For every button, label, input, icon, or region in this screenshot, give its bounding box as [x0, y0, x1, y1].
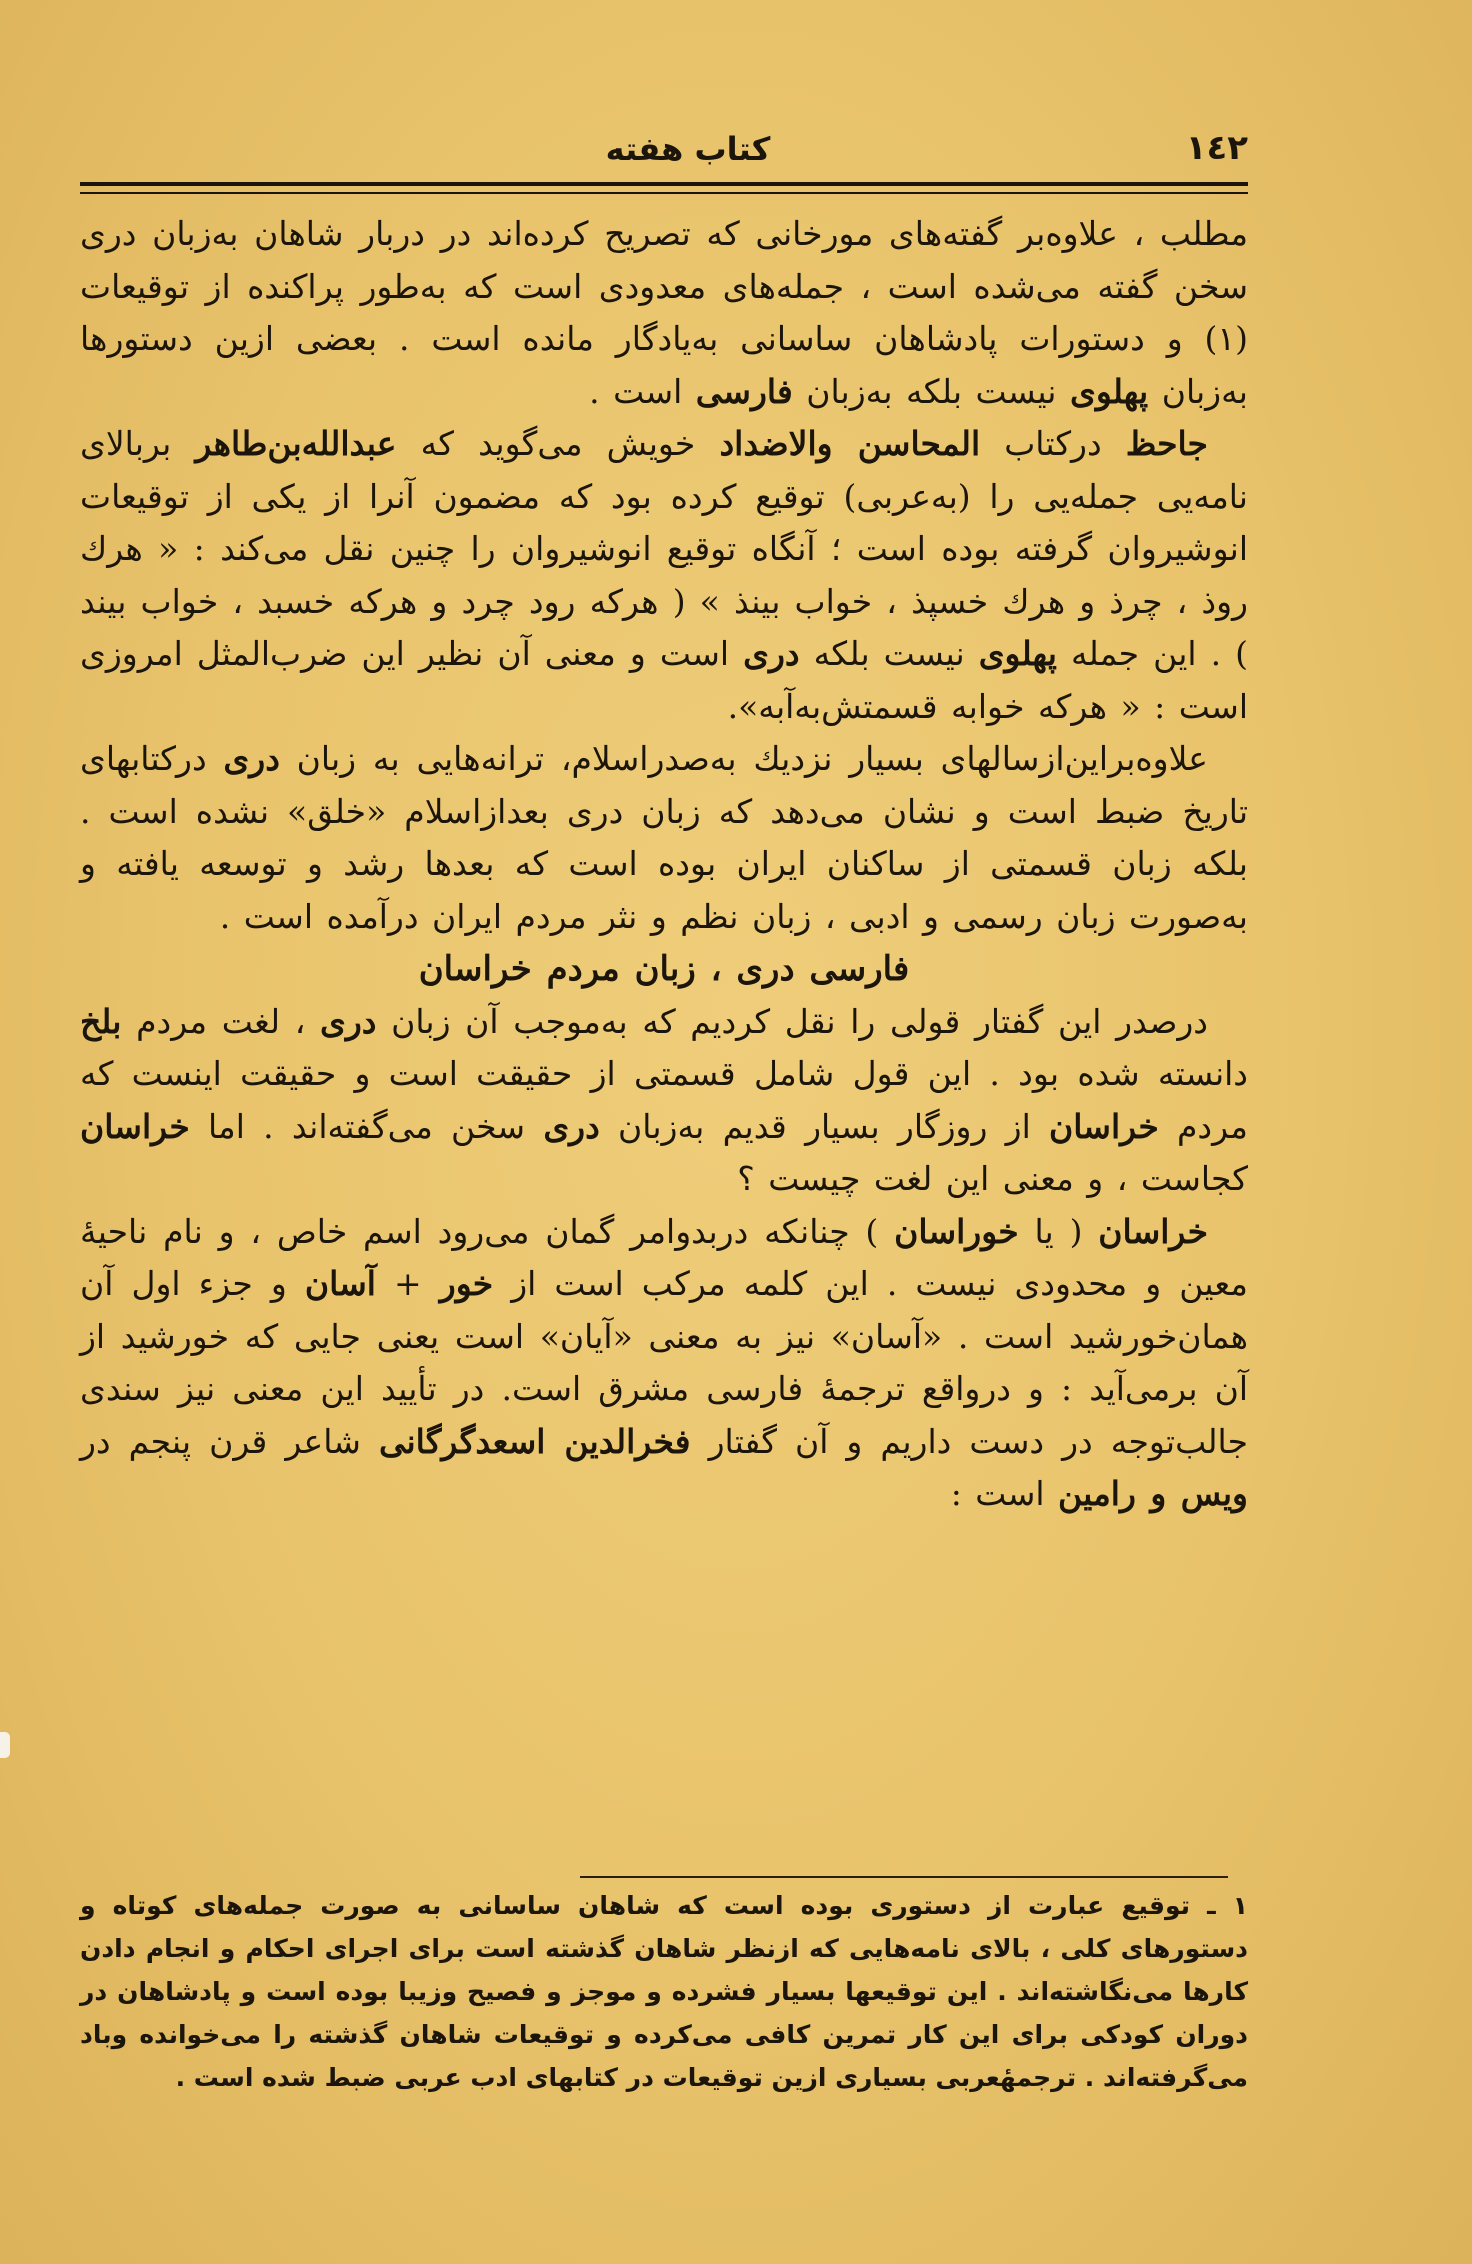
bold-term: خراسان — [1098, 1211, 1209, 1251]
paper-hole — [0, 1732, 10, 1758]
bold-term: آسان — [304, 1264, 376, 1303]
footnote — [80, 1884, 1248, 2099]
text-span: سخن می‌گفته‌اند . اما — [207, 1106, 526, 1146]
bold-term: خراسان — [80, 1106, 190, 1146]
text-span: نیست بلکه — [813, 634, 965, 673]
bold-term: عبدالله‌بن‌طاهر — [195, 424, 397, 463]
text-span: خویش می‌گوید که — [420, 424, 696, 463]
bold-term: فارسی — [695, 371, 793, 411]
text-span: از روزگار بسیار قدیم به‌زبان — [618, 1106, 1031, 1146]
bold-term: ویس و رامین — [1058, 1474, 1248, 1513]
running-title: کتاب هفته — [605, 130, 771, 168]
paragraph-5 — [80, 1206, 1248, 1521]
bold-term: بلخ — [80, 1001, 122, 1041]
bold-term: خوراسان — [894, 1211, 1019, 1251]
section-heading: فارسی دری ، زبان مردم خراسان — [418, 949, 910, 989]
bold-term: دری — [320, 1001, 377, 1041]
text-span: است : — [950, 1474, 1045, 1513]
bold-term: جاحظ — [1125, 424, 1208, 463]
header-rule-thick — [80, 182, 1248, 186]
paragraph-1 — [80, 208, 1248, 418]
bold-term: خور — [439, 1264, 494, 1303]
bold-term: المحاسن والاضداد — [719, 424, 981, 463]
page-number: ١٤٢ — [1185, 128, 1248, 168]
text-span: ( یا — [1034, 1211, 1083, 1251]
text-span: بربالای نامه‌یی جمله‌یی را (به‌عربی) توقیع کرده بود که مضمون آنرا از یکی از توقیعات انوشیروان گرفته بوده است ؛ آنگاه توقیع انوشیروان را چنین نقل می‌کند : « هرك روذ ، چرذ و هرك خسپذ ، خواب بینذ » ( هرکه رود چرد و هرکه خسبد ، خواب بیند ) . این جمله — [80, 424, 1249, 673]
body-text — [80, 208, 1248, 1521]
text-span: و جزء اول آن همان‌خورشید است . «آسان» نیز به معنی «آیان» است یعنی جایی که خورشید از آن برمی‌آید : و درواقع ترجمهٔ فارسی مشرق است. در تأیید این معنی نیز سندی جالب‌توجه در دست داریم و آن گفتار — [80, 1264, 1248, 1461]
text-span: ) چنانکه دربدوامر گمان می‌رود اسم خاص ، و نام ناحیهٔ معین و محدودی نیست . این کلمه مرکب است از — [80, 1211, 1248, 1303]
text-span: درصدر این گفتار قولی را نقل کردیم که به‌موجب آن زبان — [391, 1001, 1208, 1041]
page-header — [80, 128, 1248, 170]
header-rule-thin — [80, 192, 1248, 194]
text-span: نیست بلکه به‌زبان — [806, 371, 1057, 411]
text-span: شاعر قرن پنجم در — [80, 1421, 361, 1461]
text-span: ، لغت مردم — [136, 1001, 306, 1041]
paragraph-2 — [80, 418, 1248, 733]
paragraph-3 — [80, 733, 1248, 943]
bold-term: دری — [543, 1106, 600, 1146]
text-span: است . — [589, 371, 683, 411]
text-span: است و معنی آن نظیر این ضرب‌المثل امروزی است : « هرکه خوابه قسمتش‌به‌آبه». — [80, 634, 1248, 726]
bold-term: دری — [743, 634, 800, 673]
footnote-separator — [580, 1876, 1228, 1878]
bold-term: فخرالدین اسعدگرگانی — [378, 1421, 691, 1461]
text-span: مطلب ، علاوه‌بر گفته‌های مورخانی که تصریح کرده‌اند در دربار شاهان به‌زبان دری سخن گفته می‌شده است ، جمله‌های معدودی است که به‌طور پراکنده از توقیعات (۱) و دستورات پادشاهان ساسانی به‌یادگار مانده است . بعضی ازین دستورها به‌زبان — [80, 214, 1248, 411]
text-span: درکتابهای تاریخ ضبط است و نشان می‌دهد که زبان دری بعدازاسلام «خلق» نشده است . بلکه زبان قسمتی از ساکنان ایران بوده است که بعدها رشد و توسعه یافته و به‌صورت زبان رسمی و ادبی ، زبان نظم و نثر مردم ایران درآمده است . — [80, 739, 1248, 936]
text-span: درکتاب — [1004, 424, 1102, 463]
footnote-text: ۱ ـ توقیع عبارت از دستوری بوده است که شاهان ساسانی به صورت جمله‌های کوتاه و دستورهای کلی ، بالای نامه‌هایی که ازنظر شاهان گذشته است برای اجرای احکام و انجام دادن کارها می‌نگاشته‌اند . این توقیعها بسیار فشرده و موجز و فصیح وزیبا بوده است و پادشاهان در دوران کودکی برای این کار تمرین کافی می‌کرده و توقیعات شاهان گذشته را می‌خوانده وباد می‌گرفته‌اند . ترجمهٔعربی بسیاری ازین توقیعات در کتابهای ادب عربی ضبط شده است . — [80, 1891, 1248, 2092]
text-span: علاوه‌براین‌ازسالهای بسیار نزدیك به‌صدراسلام، ترانه‌هایی به زبان — [296, 739, 1208, 778]
text-span: کجاست ، و معنی این لغت چیست ؟ — [737, 1159, 1248, 1198]
text-span: + — [394, 1264, 422, 1303]
paragraph-4 — [80, 996, 1248, 1206]
bold-term: پهلوی — [1070, 371, 1149, 411]
bold-term: پهلوی — [978, 634, 1057, 673]
bold-term: دری — [223, 739, 280, 778]
bold-term: خراسان — [1049, 1106, 1159, 1146]
text-span: دانسته شده بود . این قول شامل قسمتی از حقیقت است و حقیقت اینست که مردم — [80, 1054, 1248, 1146]
